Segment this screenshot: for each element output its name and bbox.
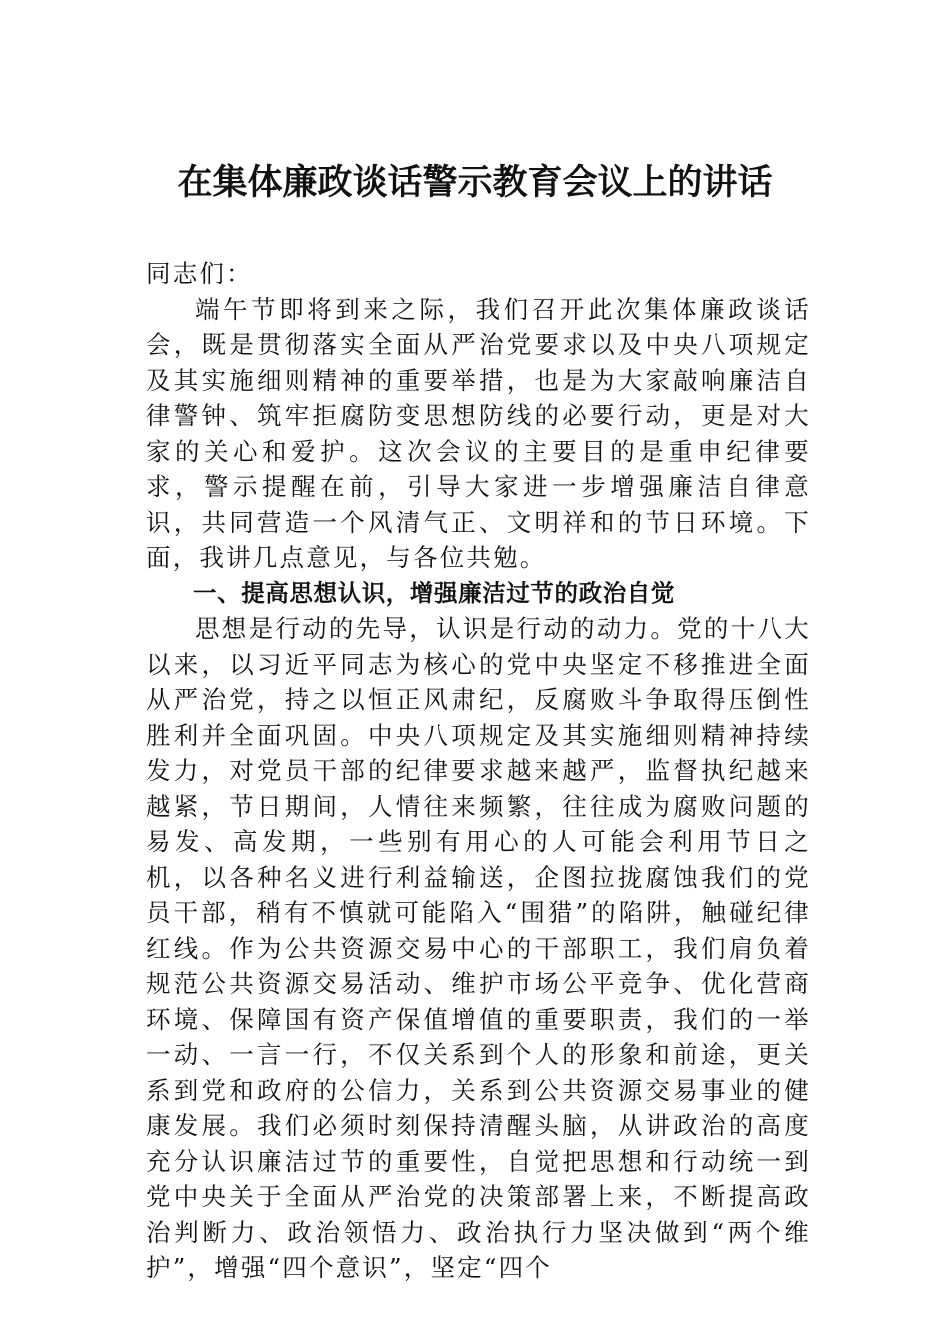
section-1-paragraph: 思想是行动的先导，认识是行动的动力。党的十八大以来，以习近平同志为核心的党中央坚定不移推进全面从严治党，持之以恒正风肃纪，反腐败斗争取得压倒性胜利并全面巩固。中央八项规定及其实施细则精神持续发力，对党员干部的纪律要求越来越严，监督执纪越来越紧，节日期间，人情往来频繁，往往成为腐败问题的易发、高发期，一些别有用心的人可能会利用节日之机，以各种名义进行利益输送，企图拉拢腐蚀我们的党员干部，稍有不慎就可能陷入“围猎”的陷阱，触碰纪律红线。作为公共资源交易中心的干部职工，我们肩负着规范公共资源交易活动、维护市场公平竞争、优化营商环境、保障国有资产保值增值的重要职责，我们的一举一动、一言一行，不仅关系到个人的形象和前途，更关系到党和政府的公信力，关系到公共资源交易事业的健康发展。我们必须时刻保持清醒头脑，从讲政治的高度充分认识廉洁过节的重要性，自觉把思想和行动统一到党中央关于全面从严治党的决策部署上来，不断提高政治判断力、政治领悟力、政治执行力坚决做到“两个维护”，增强“四个意识”，坚定“四个 bbox=[146, 614, 811, 1282]
salutation: 同志们： bbox=[146, 259, 253, 288]
document-body bbox=[146, 256, 811, 1286]
document-title: 在集体廉政谈话警示教育会议上的讲话 bbox=[177, 162, 773, 203]
intro-paragraph: 端午节即将到来之际，我们召开此次集体廉政谈话会，既是贯彻落实全面从严治党要求以及中央八项规定及其实施细则精神的重要举措，也是为大家敲响廉洁自律警钟、筑牢拒腐防变思想防线的必要行动，更是对大家的关心和爱护。这次会议的主要目的是重申纪律要求，警示提醒在前，引导大家进一步增强廉洁自律意识，共同营造一个风清气正、文明祥和的节日环境。下面，我讲几点意见，与各位共勉。 bbox=[146, 294, 811, 572]
section-heading-1: 一、提高思想认识，增强廉洁过节的政治自觉 bbox=[193, 578, 675, 607]
